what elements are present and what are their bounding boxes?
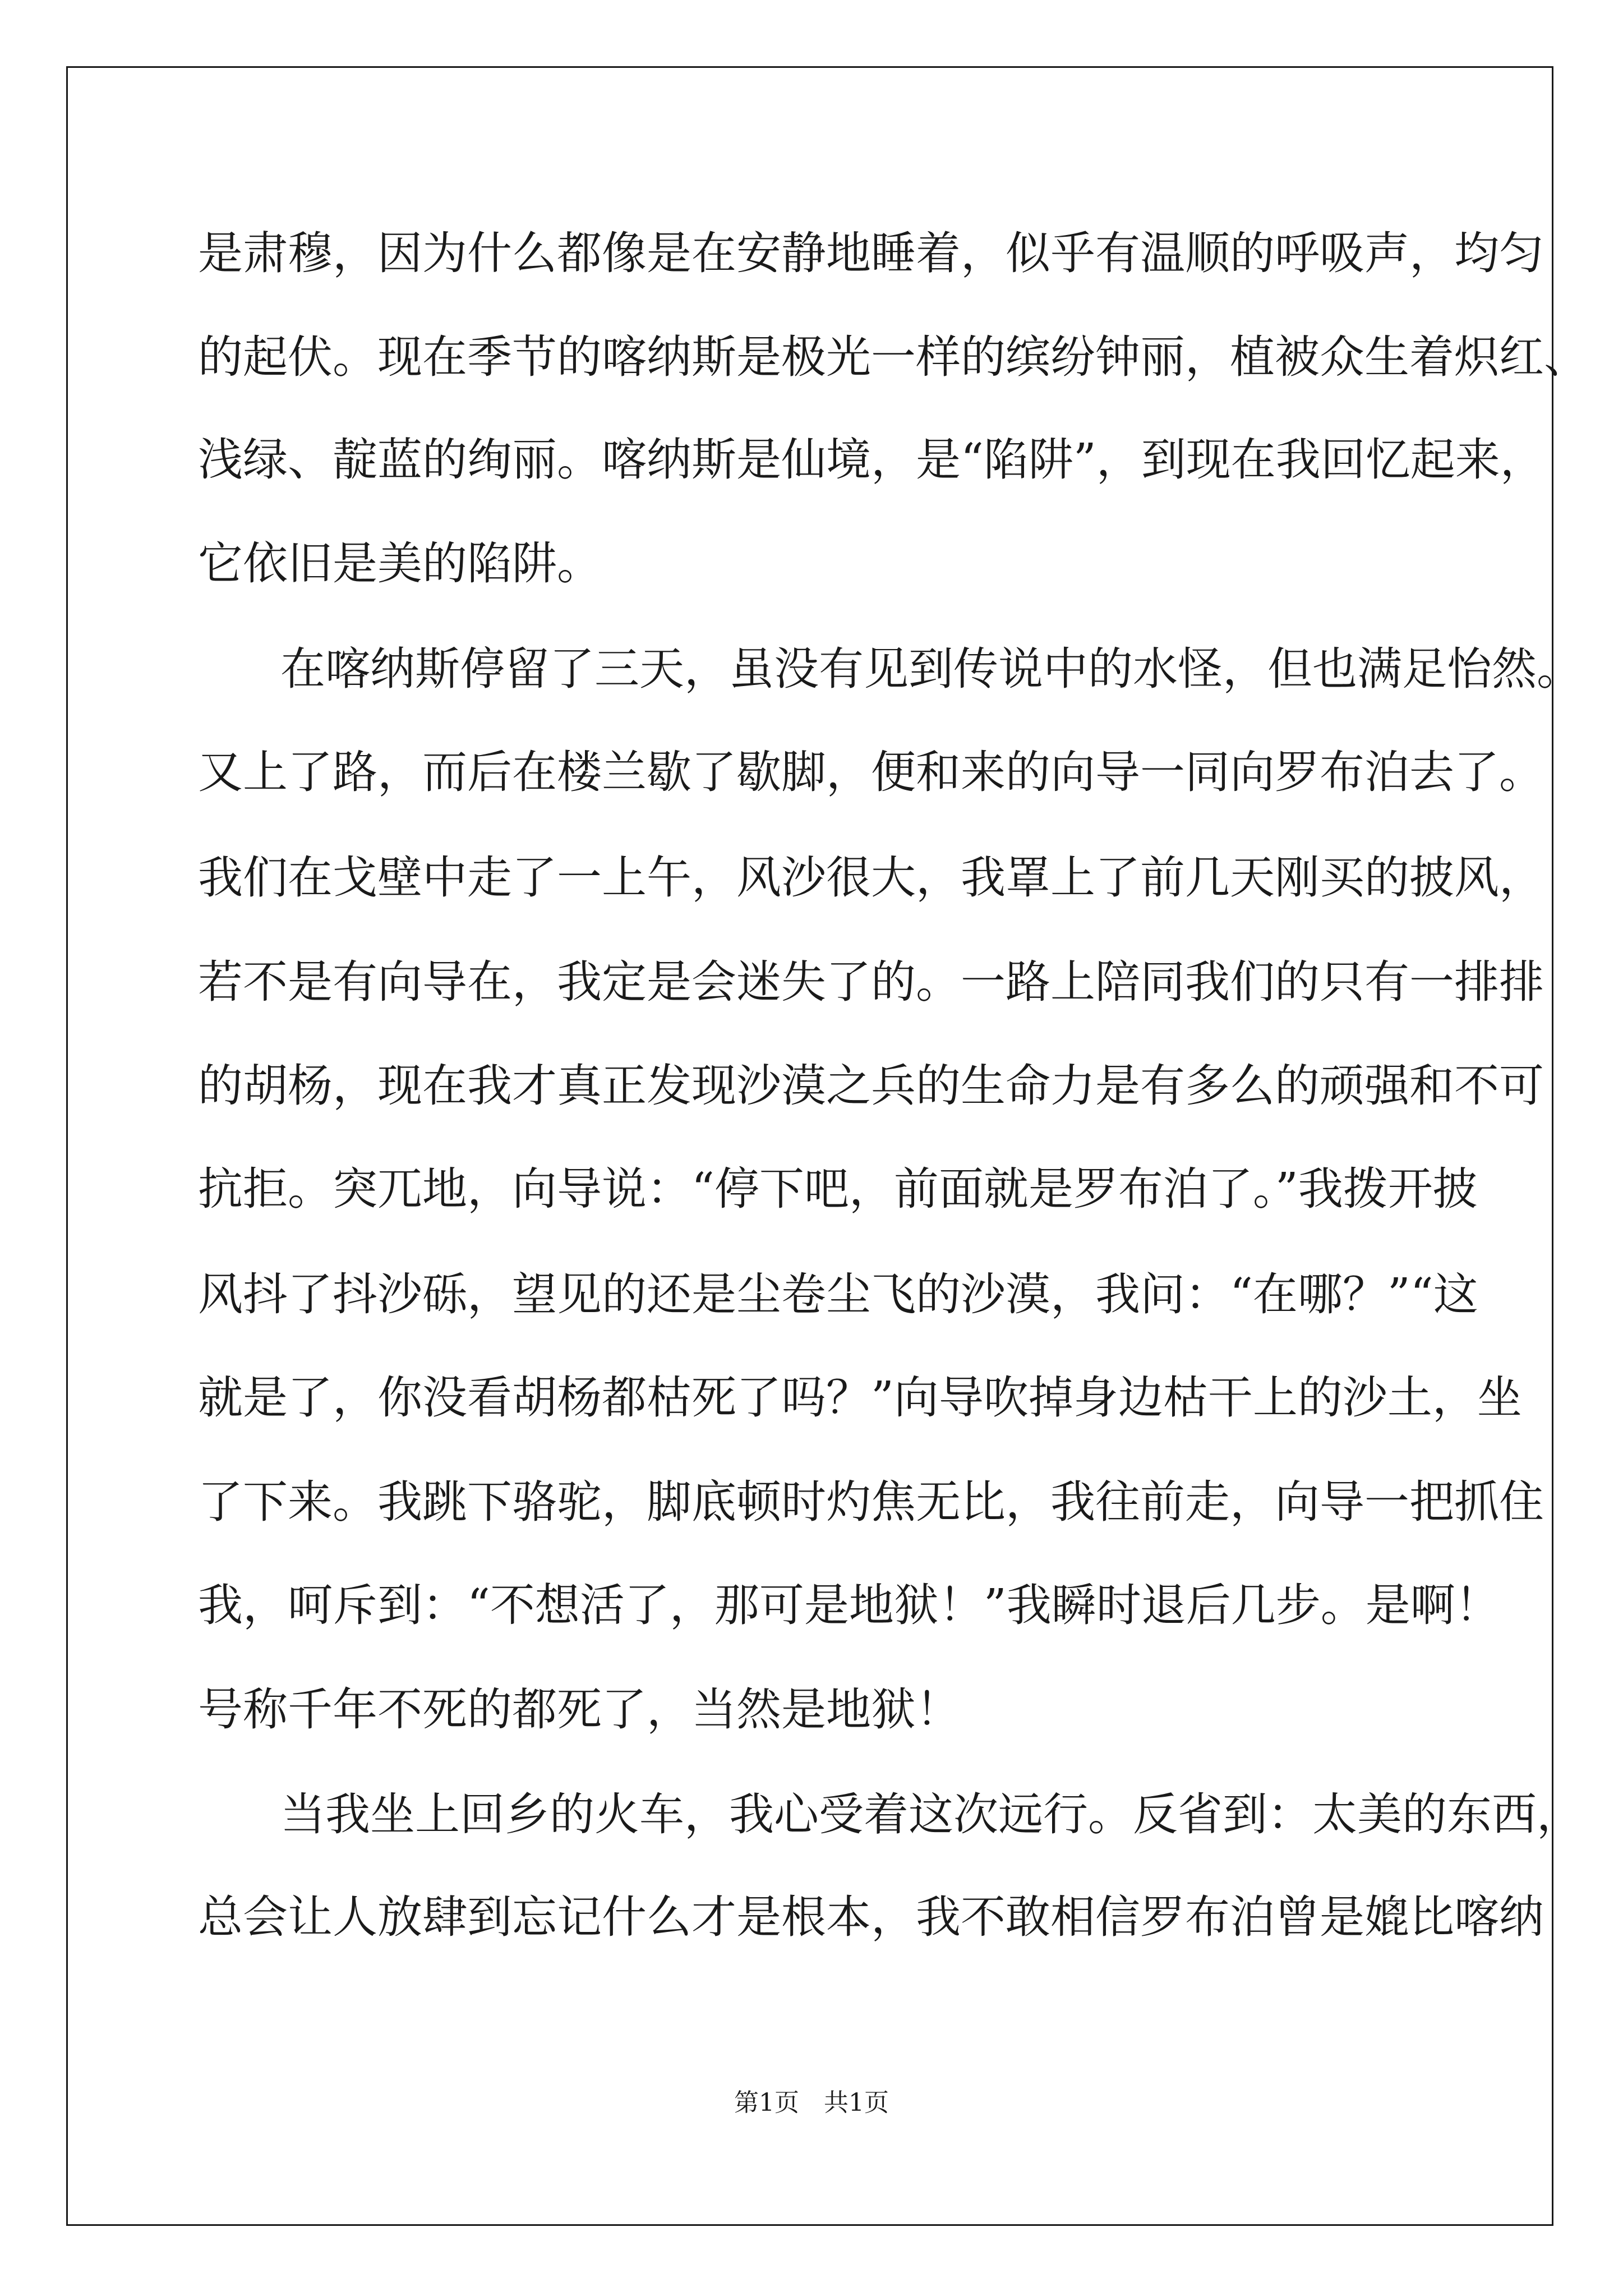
text-line: 了下来。我跳下骆驼，脚底顿时灼焦无比，我往前走，向导一把抓住 xyxy=(198,1476,1544,1528)
text-line: 在喀纳斯停留了三天，虽没有见到传说中的水怪，但也满足怡然。 xyxy=(280,643,1581,695)
text-line: 当我坐上回乡的火车，我心受着这次远行。反省到：太美的东西， xyxy=(280,1788,1581,1841)
text-line: 我们在戈壁中走了一上午，风沙很大，我罩上了前几天刚买的披风， xyxy=(198,852,1544,904)
text-line: 若不是有向导在，我定是会迷失了的。一路上陪同我们的只有一排排 xyxy=(198,956,1544,1008)
text-line: 风抖了抖沙砾，望见的还是尘卷尘飞的沙漠，我问：“在哪？”“这 xyxy=(198,1268,1478,1320)
text-line: 浅绿、靛蓝的绚丽。喀纳斯是仙境，是“陷阱”，到现在我回忆起来， xyxy=(198,434,1545,486)
text-line: 的起伏。现在季节的喀纳斯是极光一样的缤纷钟丽，植被众生着炽红、 xyxy=(198,331,1589,383)
text-line: 它依旧是美的陷阱。 xyxy=(198,537,602,590)
text-line: 的胡杨，现在我才真正发现沙漠之兵的生命力是有多么的顽强和不可 xyxy=(198,1060,1544,1112)
text-line: 又上了路，而后在楼兰歇了歇脚，便和来的向导一同向罗布泊去了。 xyxy=(198,746,1544,798)
text-line: 是肃穆，因为什么都像是在安静地睡着，似乎有温顺的呼吸声，均匀 xyxy=(198,227,1544,279)
text-line: 总会让人放肆到忘记什么才是根本，我不敢相信罗布泊曾是媲比喀纳 xyxy=(198,1891,1544,1943)
text-line: 抗拒。突兀地，向导说：“停下吧，前面就是罗布泊了。”我拨开披 xyxy=(198,1163,1478,1215)
page-footer: 第1页 共1页 xyxy=(734,2088,889,2117)
text-line: 就是了，你没看胡杨都枯死了吗？”向导吹掉身边枯干上的沙土，坐 xyxy=(198,1372,1522,1424)
text-line: 号称千年不死的都死了，当然是地狱！ xyxy=(198,1683,961,1736)
text-line: 我，呵斥到：“不想活了，那可是地狱！”我瞬时退后几步。是啊！ xyxy=(198,1579,1500,1631)
